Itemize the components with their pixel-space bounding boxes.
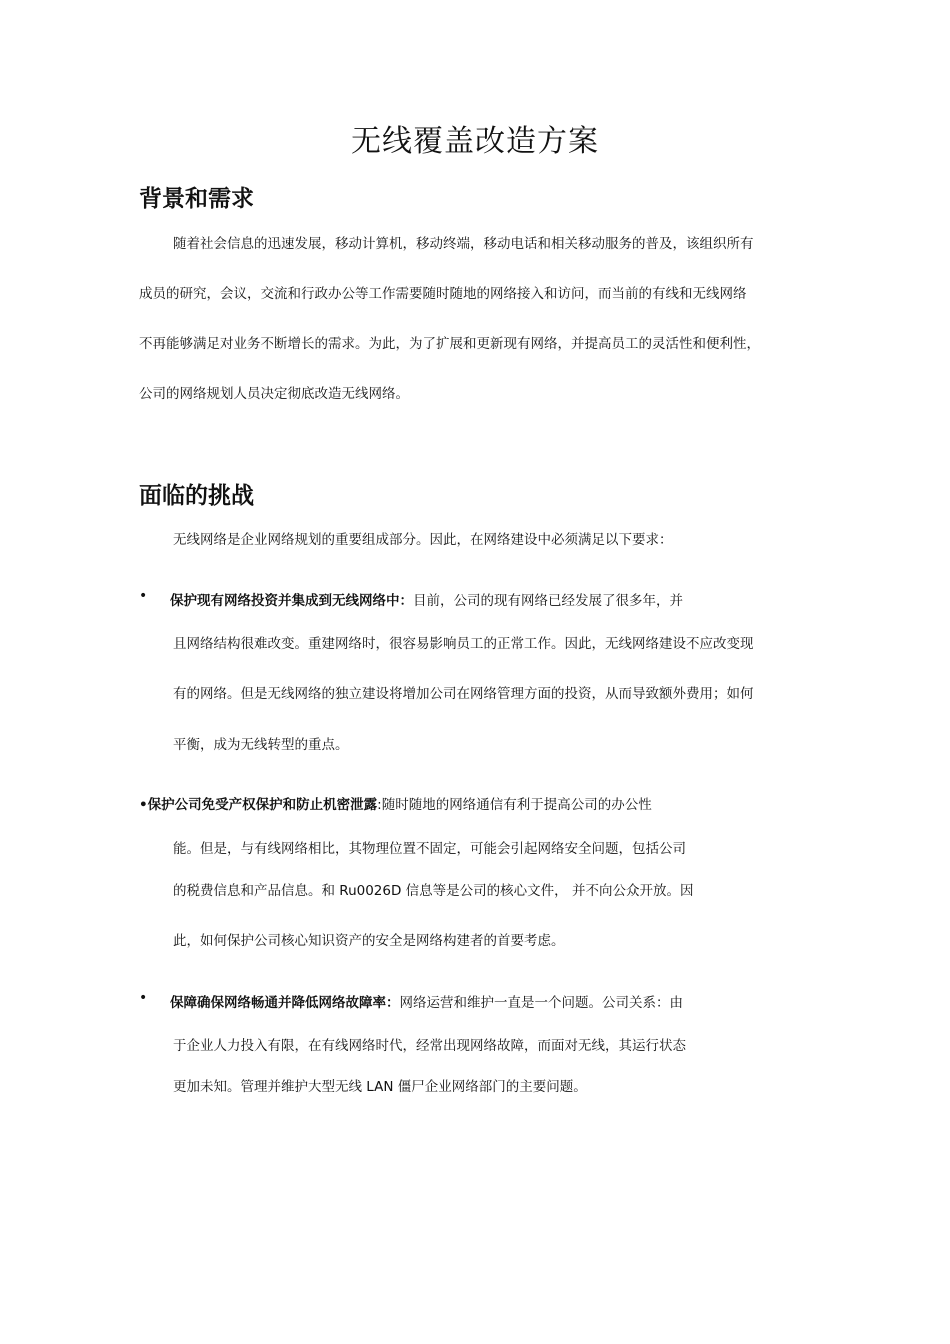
bullet-item-first-line xyxy=(170,589,683,609)
paragraph-line: 公司的网络规划人员决定彻底改造无线网络。 xyxy=(139,386,409,402)
section-heading-background: 背景和需求 xyxy=(139,186,254,212)
paragraph-line: 于企业人力投入有限，在有线网络时代，经常出现网络故障，而面对无线，其运行状态 xyxy=(173,1038,686,1054)
paragraph-line: 不再能够满足对业务不断增长的需求。为此，为了扩展和更新现有网络，并提高员工的灵活性和便利性， xyxy=(139,336,760,352)
bullet-title: 保护现有网络投资并集成到无线网络中： xyxy=(170,593,413,609)
paragraph-line: 能。但是，与有线网络相比，其物理位置不固定，可能会引起网络安全问题，包括公司 xyxy=(173,841,686,857)
paragraph-line: 此，如何保护公司核心知识资产的安全是网络构建者的首要考虑。 xyxy=(173,933,565,949)
bullet-item-first-line xyxy=(139,793,652,813)
bullet-item-first-line xyxy=(170,991,683,1011)
paragraph-line: 更加未知。管理并维护大型无线 LAN 僵尸企业网络部门的主要问题。 xyxy=(173,1079,587,1095)
bullet-title: •保护公司免受产权保护和防止机密泄露 xyxy=(139,797,378,813)
bullet-text: :随时随地的网络通信有利于提高公司的办公性 xyxy=(377,797,652,813)
bullet-icon: • xyxy=(139,588,148,604)
paragraph-line: 平衡，成为无线转型的重点。 xyxy=(173,737,349,753)
bullet-title: 保障确保网络畅通并降低网络故障率： xyxy=(170,995,400,1011)
bullet-icon: • xyxy=(139,990,148,1006)
paragraph-line: 成员的研究，会议，交流和行政办公等工作需要随时随地的网络接入和访问，而当前的有线和无线网络 xyxy=(139,286,747,302)
paragraph-line: 有的网络。但是无线网络的独立建设将增加公司在网络管理方面的投资，从而导致额外费用；如何 xyxy=(173,686,754,702)
bullet-text: 网络运营和维护一直是一个问题。公司关系：由 xyxy=(399,995,683,1011)
paragraph-line: 无线网络是企业网络规划的重要组成部分。因此，在网络建设中必须满足以下要求： xyxy=(173,532,673,548)
paragraph-line: 且网络结构很难改变。重建网络时，很容易影响员工的正常工作。因此，无线网络建设不应改变现 xyxy=(173,636,754,652)
section-heading-challenges: 面临的挑战 xyxy=(139,483,254,509)
page-title: 无线覆盖改造方案 xyxy=(351,124,599,159)
paragraph-line: 随着社会信息的迅速发展，移动计算机，移动终端，移动电话和相关移动服务的普及，该组织所有 xyxy=(173,236,754,252)
bullet-text: 目前，公司的现有网络已经发展了很多年，并 xyxy=(413,593,683,609)
paragraph-line: 的税费信息和产品信息。和 Ru0026D 信息等是公司的核心文件， 并不向公众开放。因 xyxy=(173,883,694,899)
